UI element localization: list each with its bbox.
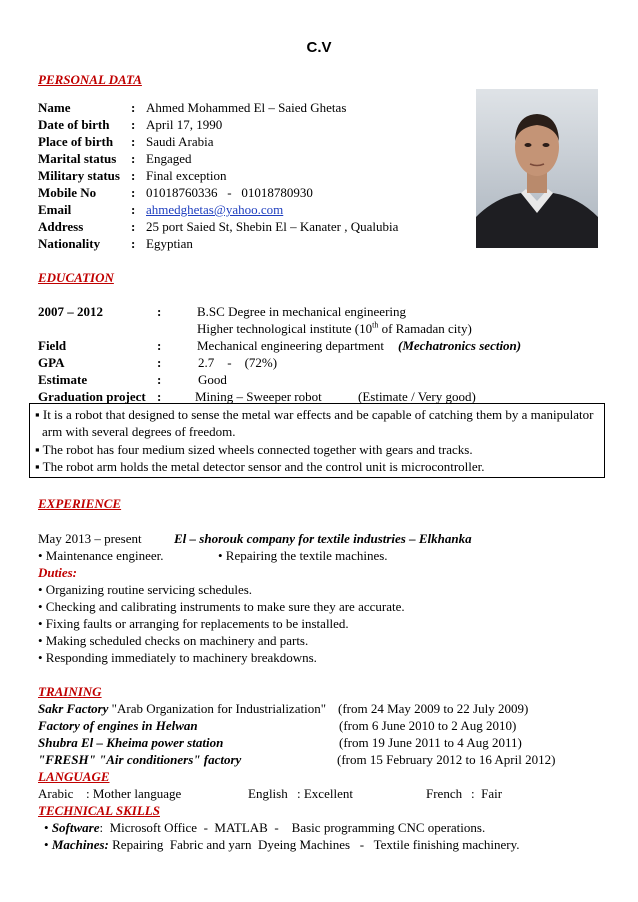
skills-software: • Software: Microsoft Office - MATLAB - Basic programming CNC operations.: [44, 820, 486, 835]
marital-value: Engaged: [146, 151, 192, 166]
language-french-level: : Fair: [471, 786, 503, 801]
field-note: (Mechatronics section): [397, 338, 522, 353]
project-bullet-3: ▪ The robot arm holds the metal detector sensor and the control unit is microcontroller.: [35, 459, 485, 474]
cv-title: C.V: [306, 39, 332, 56]
section-training-heading: TRAINING: [38, 684, 102, 699]
portrait-image: [476, 89, 598, 248]
edu-years: 2007 – 2012: [38, 304, 103, 319]
gpa-value: 2.7 - (72%): [198, 355, 278, 370]
pob-value: Saudi Arabia: [146, 134, 214, 149]
training-place: Sakr Factory: [38, 701, 109, 716]
project-value: Mining – Sweeper robot: [195, 389, 322, 404]
section-experience-heading: EXPERIENCE: [38, 496, 122, 511]
project-bullet-1-cont: arm with several degrees of freedom.: [42, 424, 236, 439]
training-place: "FRESH" "Air conditioners" factory: [38, 752, 242, 767]
training-detail: "Arab Organization for Industrialization": [108, 701, 327, 716]
military-label: Military status: [38, 168, 120, 183]
nationality-value: Egyptian: [146, 236, 193, 251]
training-place: Shubra El – Kheima power station: [38, 735, 224, 750]
email-link[interactable]: ahmedghetas@yahoo.com: [146, 202, 284, 217]
training-dates: (from 6 June 2010 to 2 Aug 2010): [339, 718, 517, 733]
address-label: Address: [38, 219, 84, 234]
training-dates: (from 24 May 2009 to 22 July 2009): [338, 701, 529, 716]
dob-colon: :: [131, 117, 136, 132]
project-note: (Estimate / Very good): [358, 389, 476, 404]
duty-item: • Responding immediately to machinery breakdowns.: [38, 650, 317, 665]
section-skills-heading: TECHNICAL SKILLS: [38, 803, 160, 818]
language-arabic-level: : Mother language: [86, 786, 182, 801]
project-colon: :: [157, 389, 162, 404]
machines-label: Machines:: [51, 837, 109, 852]
duty-item: • Making scheduled checks on machinery and parts.: [38, 633, 309, 648]
project-label: Graduation project: [38, 389, 146, 404]
language-arabic: Arabic: [38, 786, 74, 801]
field-label: Field: [38, 338, 67, 353]
language-english-level: : Excellent: [297, 786, 353, 801]
marital-label: Marital status: [38, 151, 117, 166]
field-colon: :: [157, 338, 162, 353]
email-colon: :: [131, 202, 136, 217]
section-language-heading: LANGUAGE: [38, 769, 110, 784]
address-value: 25 port Saied St, Shebin El – Kanater , Qualubia: [146, 219, 399, 234]
duty-item: • Organizing routine servicing schedules.: [38, 582, 253, 597]
skills-machines: • Machines: Repairing Fabric and yarn Dyeing Machines - Textile finishing machinery.: [44, 837, 520, 852]
estimate-value: Good: [198, 372, 227, 387]
nationality-label: Nationality: [38, 236, 101, 251]
gpa-label: GPA: [38, 355, 65, 370]
field-text: Mechanical engineering department: [197, 338, 384, 353]
address-colon: :: [131, 219, 136, 234]
duty-item: • Fixing faults or arranging for replacements to be installed.: [38, 616, 349, 631]
exp-period: May 2013 – present: [38, 531, 142, 546]
exp-task: • Repairing the textile machines.: [218, 548, 388, 563]
field-value: [197, 338, 521, 354]
edu-institute-text-end: of Ramadan city): [378, 321, 472, 336]
pob-label: Place of birth: [38, 134, 114, 149]
exp-role: • Maintenance engineer.: [38, 548, 164, 563]
dob-value: April 17, 1990: [146, 117, 223, 132]
software-value: : Microsoft Office - MATLAB - Basic programming CNC operations.: [99, 820, 486, 835]
edu-degree: B.SC Degree in mechanical engineering: [197, 304, 407, 319]
nationality-colon: :: [131, 236, 136, 251]
edu-institute-text: Higher technological institute (10: [197, 321, 373, 336]
pob-colon: :: [131, 134, 136, 149]
estimate-colon: :: [157, 372, 162, 387]
project-bullet-3-text: The robot arm holds the metal detector sensor and the control unit is microcontroller.: [42, 459, 485, 474]
email-label: Email: [38, 202, 72, 217]
language-english: English: [248, 786, 288, 801]
mobile-label: Mobile No: [38, 185, 97, 200]
profile-photo: [476, 89, 598, 248]
training-item: [38, 701, 326, 717]
gpa-colon: :: [157, 355, 162, 370]
mobile-value: 01018760336 - 01018780930: [146, 185, 313, 200]
project-bullet-2-text: The robot has four medium sized wheels connected together with gears and tracks.: [42, 442, 473, 457]
mobile-colon: :: [131, 185, 136, 200]
section-education-heading: EDUCATION: [38, 270, 114, 285]
section-personal-heading: PERSONAL DATA: [38, 72, 142, 87]
duty-item: • Checking and calibrating instruments to make sure they are accurate.: [38, 599, 405, 614]
project-bullet-1: ▪ It is a robot that designed to sense the metal war effects and be capable of catching them by a manipulator: [35, 407, 594, 422]
exp-company: El – shorouk company for textile industries – Elkhanka: [174, 531, 472, 546]
software-label: Software: [51, 820, 100, 835]
training-dates: (from 19 June 2011 to 4 Aug 2011): [339, 735, 522, 750]
name-label: Name: [38, 100, 71, 115]
training-place: Factory of engines in Helwan: [38, 718, 198, 733]
project-bullet-1-text: It is a robot that designed to sense the metal war effects and be capable of catching them by a manipulator: [42, 407, 594, 422]
duties-label: Duties:: [38, 565, 77, 580]
marital-colon: :: [131, 151, 136, 166]
estimate-label: Estimate: [38, 372, 88, 387]
project-description-box: [29, 403, 605, 478]
training-dates: (from 15 February 2012 to 16 April 2012): [337, 752, 556, 767]
machines-value: Repairing Fabric and yarn Dyeing Machines - Textile finishing machinery.: [108, 837, 520, 852]
project-bullet-2: ▪ The robot has four medium sized wheels connected together with gears and tracks.: [35, 442, 473, 457]
military-value: Final exception: [146, 168, 227, 183]
edu-years-colon: :: [157, 304, 162, 319]
military-colon: :: [131, 168, 136, 183]
dob-label: Date of birth: [38, 117, 110, 132]
edu-institute-sup: th: [372, 320, 379, 330]
language-french: French: [426, 786, 463, 801]
edu-institute: [197, 321, 472, 337]
name-colon: :: [131, 100, 136, 115]
name-value: Ahmed Mohammed El – Saied Ghetas: [146, 100, 347, 115]
